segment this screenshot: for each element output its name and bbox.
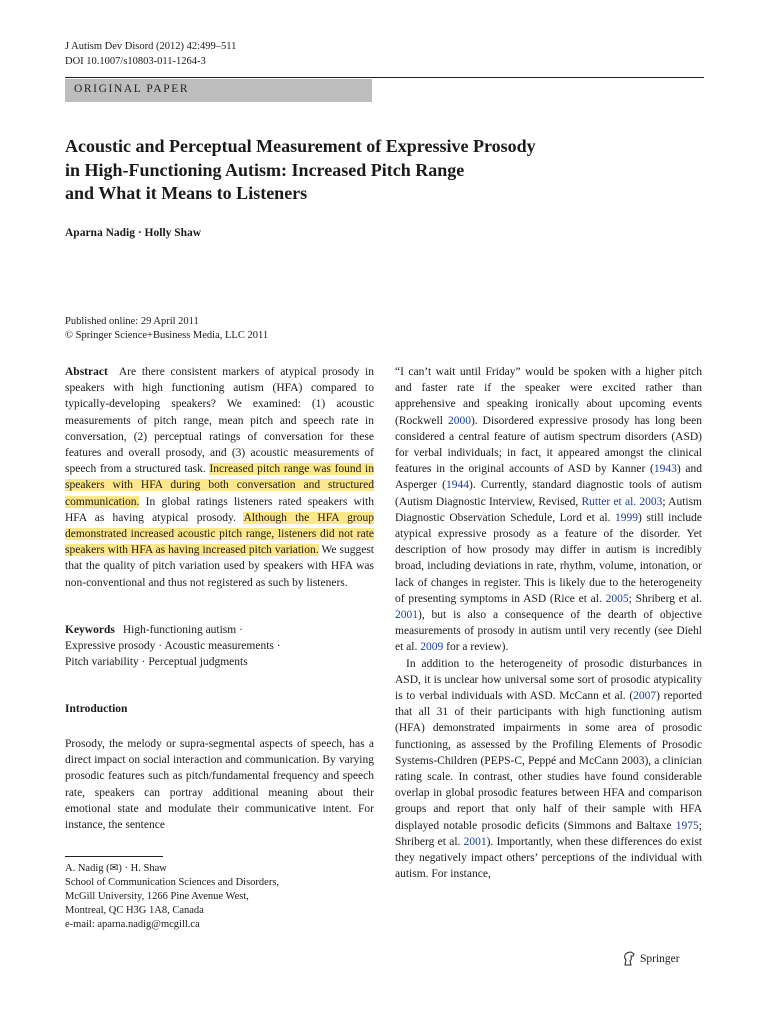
abstract [65,364,374,591]
abstract-highlight[interactable]: Increased pitch range was found in speakers with HFA during both conversation and structured communication. [65,463,375,508]
article-title [65,135,665,206]
abstract-text: In global ratings listeners rated speakers with HFA as having atypical prosody. [65,495,375,524]
email[interactable]: e-mail: aparna.nadig@mcgill.ca [65,919,200,930]
citation-link[interactable]: 1944 [445,479,469,492]
right-column [395,364,702,883]
header-rule [65,77,704,78]
copyright: © Springer Science+Business Media, LLC 2011 [65,330,269,341]
article-type-label: ORIGINAL PAPER [74,83,190,95]
citation-link[interactable]: 2001 [463,835,487,848]
body-text: ). Disordered expressive prosody has long been considered a central feature of autism spectrum disorders (ASD) for verbal individuals; in fact, it appeared amongst the clinical features in the original accounts of ASD by Kanner ( [395,414,702,476]
citation-link[interactable]: 2005 [605,592,629,605]
citation-link[interactable]: 1975 [675,819,699,832]
published-date: Published online: 29 April 2011 [65,316,199,327]
footnote-rule [65,856,163,857]
body-paragraph [395,364,702,656]
abstract-text: We suggest that the quality of pitch variation used by speakers with HFA was non-conventional and thus not registered as such by listeners. [65,544,374,589]
citation-link[interactable]: 1999 [615,511,639,524]
abstract-text: Are there consistent markers of atypical prosody in speakers with high functioning autism (HFA) compared to typically-developing speakers? We examined: (1) acoustic measurements of pitch range, mean pitch and speech rate in conversation, (2) perceptual ratings of conversation for these features and overall prosody, and (3) acoustic measurements of speech from a structured task. [65,366,375,476]
body-text: ; Shriberg et al. [395,819,702,848]
body-text: ; Autism Diagnostic Observation Schedule, Lord et al. [395,495,702,524]
publisher-logo [622,951,680,966]
citation-link[interactable]: 2000 [447,414,471,427]
title-line: in High-Functioning Autism: Increased Pitch Range [65,159,465,180]
title-line: Acoustic and Perceptual Measurement of Expressive Prosody [65,136,536,156]
affiliation-line: Montreal, QC H3G 1A8, Canada [65,905,204,916]
article-type-banner [65,79,372,102]
body-text: ) reported that all 31 of their participants with high functioning autism (HFA) demonstrated impairments in some area of prosodic functioning, as assessed by the Profiling Elements of Prosodic Systems-Children (PEPS-C, Peppé and McCann 2003), a clinician rating scale. In contrast, other studies have found considerable overlap in global prosodic features between HFA and comparison groups and report that only half of their sample with HFA displayed notable prosodic deficits (Simmons and Baltaxe [395,690,702,832]
citation-link[interactable]: 1943 [653,463,677,476]
title-line: and What it Means to Listeners [65,183,308,203]
affiliation-line: A. Nadig (✉) · H. Shaw [65,863,167,874]
keywords [65,622,374,671]
citation-link[interactable]: 2009 [420,641,444,654]
body-text: ) and Asperger ( [395,463,702,492]
publisher-name: Springer [640,952,680,965]
citation-link[interactable]: Rutter et al. 2003 [581,495,663,508]
springer-horse-icon [622,951,636,966]
affiliation-line: McGill University, 1266 Pine Avenue West, [65,891,249,902]
affiliation [65,862,375,932]
section-heading: Introduction [65,703,128,715]
doi: DOI 10.1007/s10803-011-1264-3 [65,56,206,67]
journal-citation: J Autism Dev Disord (2012) 42:499–511 [65,41,237,52]
citation-link[interactable]: 2007 [633,690,657,703]
keyword-line: Pitch variability · Perceptual judgments [65,656,248,669]
body-text: ). Importantly, when these differences do exist they negatively impact others’ perceptions of the individual with autism. For instance, [395,835,702,881]
intro-paragraph: Prosody, the melody or supra-segmental aspects of speech, has a direct impact on social interaction and communication. By varying prosodic features such as pitch/fundamental frequency and speech rate, speakers can portray additional meaning about their emotional state and modulate their communicative intent. For instance, the sentence [65,738,374,832]
body-text: In addition to the heterogeneity of prosodic disturbances in ASD, it is unclear how universal some sort of prosodic atypicality is to verbal individuals with ASD. McCann et al. ( [395,657,702,703]
keyword-line: High-functioning autism · [122,624,243,636]
keywords-label: Keywords [65,624,115,636]
authors: Aparna Nadig · Holly Shaw [65,227,202,239]
abstract-highlight[interactable]: Although the HFA group demonstrated increased acoustic pitch range, listeners did not rate speakers with HFA as having increased pitch variation. [65,511,374,557]
body-text: “I can’t wait until Friday” would be spoken with a higher pitch and faster rate if the speaker were excited rather than apprehensive and speaking ironically about upcoming events (Rockwell [395,366,702,427]
affiliation-line: School of Communication Sciences and Disorders, [65,877,280,888]
keyword-line: Expressive prosody · Acoustic measurements · [65,640,281,653]
abstract-label: Abstract [65,366,108,378]
body-text: ; Shriberg et al. [628,592,702,605]
body-text: ). Currently, standard diagnostic tools of autism (Autism Diagnostic Interview, Revised, [395,479,702,508]
body-text: ), but is also a consequence of the dearth of objective measurements of prosody in autism until very recently (see Diehl et al. [395,609,702,654]
body-text: ) still include atypical expressive prosody as a feature of the disorder. Yet description of how prosody may differ in autism is incredibly broad, including deviations in rate, rhythm, volume, intonation, or lack of changes in register. This is likely due to the heterogeneity of presenting symptoms in ASD (Rice et al. [395,511,703,605]
body-text: for a review). [443,641,509,654]
citation-link[interactable]: 2001 [395,609,418,622]
body-paragraph [395,656,702,883]
